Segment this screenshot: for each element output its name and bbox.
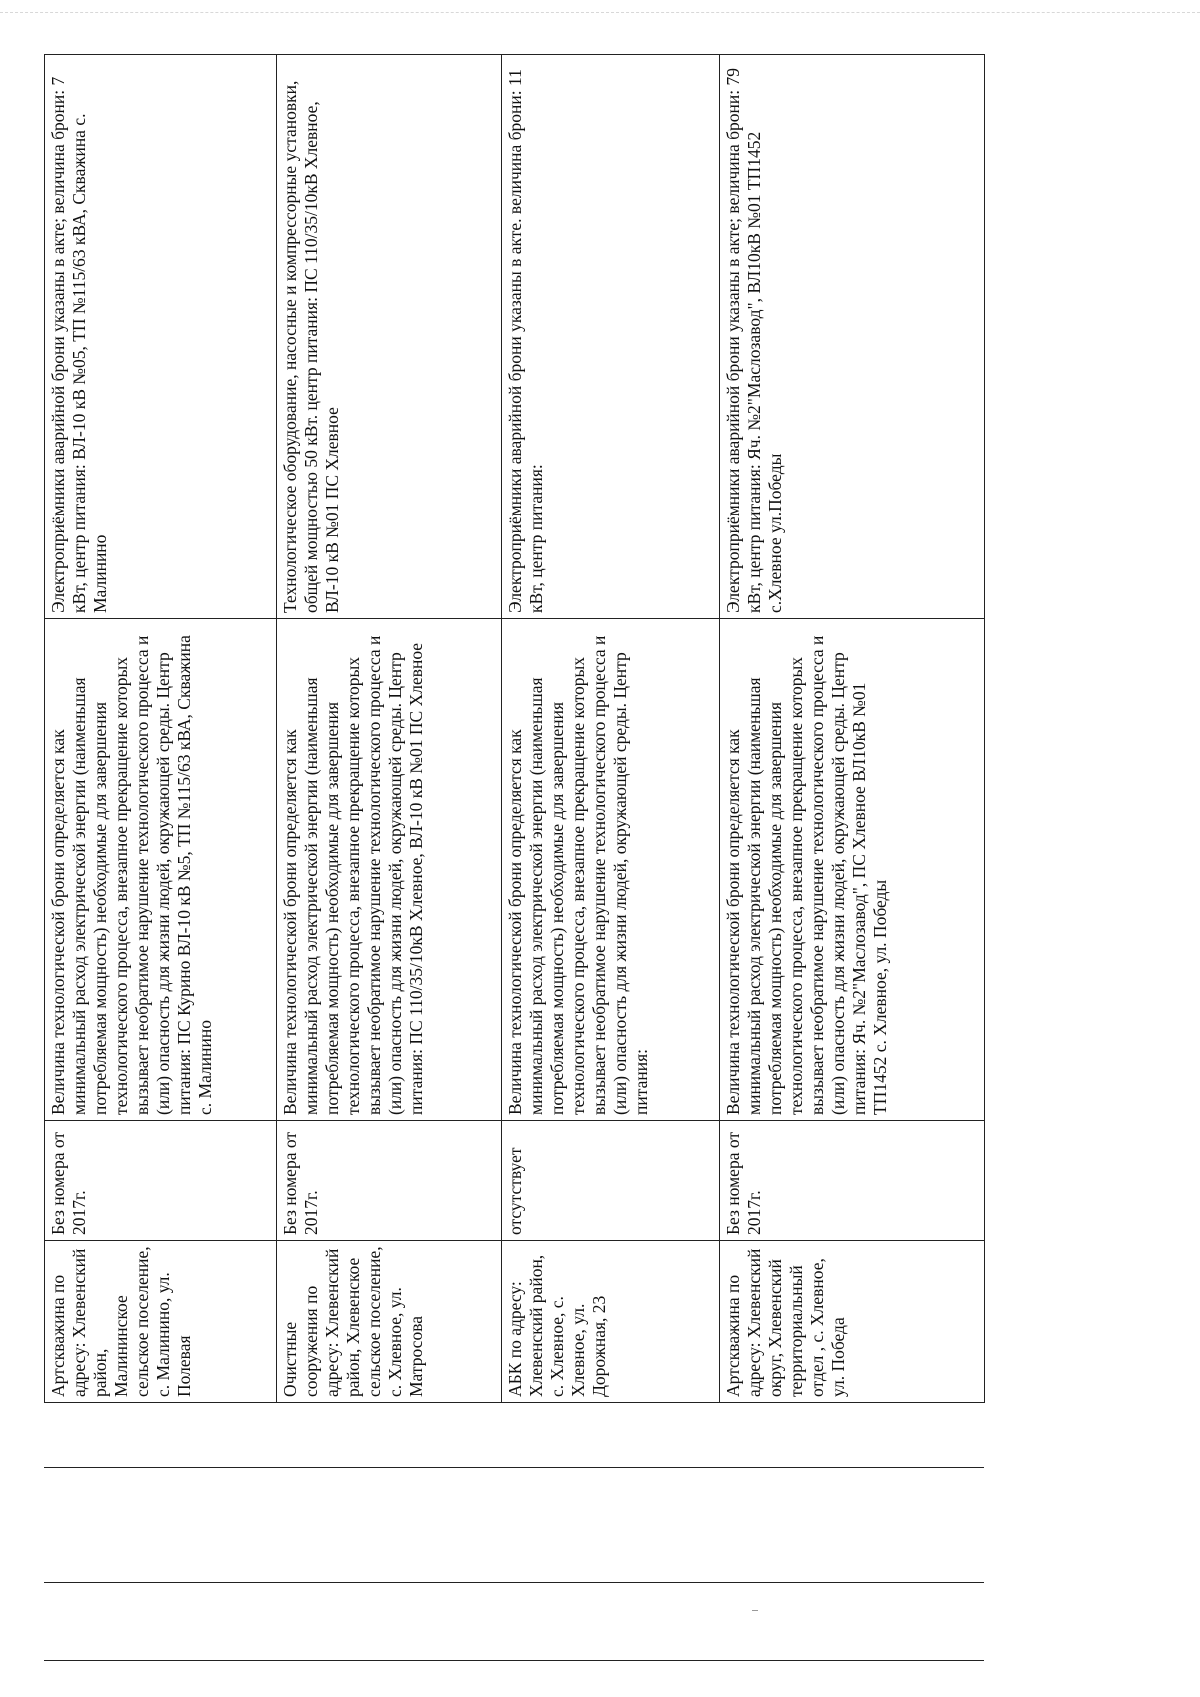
tech-reserve-cell: Величина технологической брони определяется как минимальный расход электрической энергии (наименьшая потребляемая мощность) необходимые для завершения технологического процесса, внезапное прекращение которых вызывает необратимое нарушение технологического процесса и (или) опасность для жизни людей, окружающей среды. Центр питания: ПС 110/35/10кВ Хлевное, ВЛ-10 кВ №01 ПС Хлевное bbox=[277, 619, 502, 1121]
object-cell: Артскважина по адресу: Хлевенский округ, Хлевенский территориальный отдел , с. Хлевное, ул. Победа bbox=[720, 1241, 985, 1403]
act-cell: отсутствует bbox=[502, 1121, 720, 1241]
tech-reserve-cell: Величина технологической брони определяется как минимальный расход электрической энергии (наименьшая потребляемая мощность) необходимые для завершения технологического процесса, внезапное прекращение которых вызывает необратимое нарушение технологического процесса и (или) опасность для жизни людей, окружающей среды. Центр питания: Яч. №2"Маслозавод", ПС Хлевное ВЛ10кВ №01 ТП1452 с. Хлевное, ул. Победы bbox=[720, 619, 985, 1121]
reserve-table bbox=[44, 54, 985, 1403]
table-row bbox=[277, 55, 502, 1403]
table-row bbox=[720, 55, 985, 1403]
object-cell: АБК по адресу: Хлевенский район, с. Хлевное, с. Хлевное, ул. Дорожная, 23 bbox=[502, 1241, 720, 1403]
signature-line bbox=[44, 1660, 984, 1661]
emergency-reserve-cell: Электроприёмники аварийной брони указаны в акте. величина брони: 11 кВт, центр питания: bbox=[502, 55, 720, 619]
scan-speck bbox=[752, 1610, 758, 1611]
act-cell: Без номера от 2017г. bbox=[720, 1121, 985, 1241]
table-row bbox=[45, 55, 277, 1403]
act-cell: Без номера от 2017г. bbox=[277, 1121, 502, 1241]
emergency-reserve-cell: Технологическое оборудование, насосные и компрессорные установки, общей мощностью 50 кВт. центр питания: ПС 110/35/10кВ Хлевное, ВЛ-10 кВ №01 ПС Хлевное bbox=[277, 55, 502, 619]
page-top-edge bbox=[0, 12, 1200, 13]
emergency-reserve-cell: Электроприёмники аварийной брони указаны в акте; величина брони: 7 кВт, центр питания: ВЛ-10 кВ №05, ТП №115/63 кВА, Скважина с. Малинино bbox=[45, 55, 277, 619]
tech-reserve-cell: Величина технологической брони определяется как минимальный расход электрической энергии (наименьшая потребляемая мощность) необходимые для завершения технологического процесса, внезапное прекращение которых вызывает необратимое нарушение технологического процесса и (или) опасность для жизни людей, окружающей среды. Центр питания: ПС Курино ВЛ-10 кВ №5, ТП №115/63 кВА, Скважина с. Малинино bbox=[45, 619, 277, 1121]
rotated-table-container bbox=[44, 55, 984, 1403]
signature-line bbox=[44, 1582, 984, 1583]
emergency-reserve-cell: Электроприёмники аварийной брони указаны в акте; величина брони: 79 кВт, центр питания: Яч. №2"Маслозавод", ВЛ10кВ №01 ТП1452 с.Хлевное ул.Победы bbox=[720, 55, 985, 619]
tech-reserve-cell: Величина технологической брони определяется как минимальный расход электрической энергии (наименьшая потребляемая мощность) необходимые для завершения технологического процесса, внезапное прекращение которых вызывает необратимое нарушение технологического процесса и (или) опасность для жизни людей, окружающей среды. Центр питания: bbox=[502, 619, 720, 1121]
signature-line bbox=[44, 1467, 984, 1468]
object-cell: Артскважина по адресу: Хлевенский район, Малининское сельское поселение, с. Малинино, ул. Полевая bbox=[45, 1241, 277, 1403]
object-cell: Очистные сооружения по адресу: Хлевенский район, Хлевенское сельское поселение, с. Хлевное, ул. Матросова bbox=[277, 1241, 502, 1403]
act-cell: Без номера от 2017г. bbox=[45, 1121, 277, 1241]
table-row bbox=[502, 55, 720, 1403]
